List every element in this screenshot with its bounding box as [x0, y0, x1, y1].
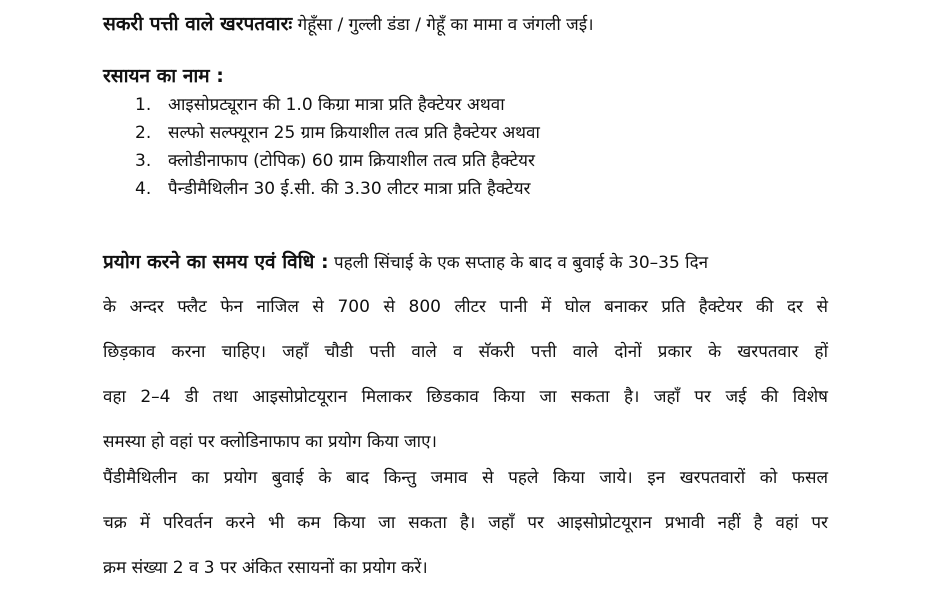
note-line-1: पैंडीमैथिलीन का प्रयोग बुवाई के बाद किन्तु जमाव से पहले किया जाये। इन खरपतवारों को फसल [103, 468, 828, 488]
method-line-5: समस्या हो वहां पर क्लोडिनाफाप का प्रयोग किया जाए। [103, 432, 437, 452]
chemical-item-number: 4. [135, 179, 152, 199]
chemical-item-number: 3. [135, 151, 152, 171]
method-line-3: छिड़काव करना चाहिए। जहाँ चौडी पत्ती वाले व सॅकरी पत्ती वाले दोनों प्रकार के खरपतवार हों [103, 342, 828, 362]
chemical-item-1 [135, 93, 505, 117]
chemical-item-text: आइसोप्रट्यूरान की 1.0 किग्रा मात्रा प्रति हैक्टेयर अथवा [168, 95, 505, 115]
chemical-item-4 [135, 177, 531, 201]
method-label: प्रयोग करने का समय एवं विधि : [103, 251, 329, 273]
chemical-item-3 [135, 149, 535, 173]
note-line-2: चक्र में परिवर्तन करने भी कम किया जा सकता है। जहाँ पर आइसोप्रोटयूरान प्रभावी नहीं है वहां पर [103, 513, 828, 533]
note-line-3: क्रम संख्या 2 व 3 पर अंकित रसायनों का प्रयोग करें। [103, 558, 428, 578]
method-line-2: के अन्दर फ्लैट फेन नाजिल से 700 से 800 लीटर पानी में घोल बनाकर प्रति हैक्टेयर की दर से [103, 297, 828, 317]
chemical-item-number: 1. [135, 95, 152, 115]
method-text-line: पहली सिंचाई के एक सप्ताह के बाद व बुवाई के 30–35 दिन [333, 253, 709, 273]
chemical-item-number: 2. [135, 123, 152, 143]
method-line-1 [103, 250, 708, 275]
chemicals-heading: रसायन का नाम : [103, 65, 224, 87]
chemical-item-text: सल्फो सल्फ्यूरान 25 ग्राम क्रियाशील तत्व प्रति हैक्टेयर अथवा [168, 123, 540, 143]
weeds-line [103, 12, 594, 37]
chemical-item-text: क्लोडीनाफाप (टोपिक) 60 ग्राम क्रियाशील तत्व प्रति हैक्टेयर [168, 151, 535, 171]
chemical-item-text: पैन्डीमैथिलीन 30 ई.सी. की 3.30 लीटर मात्रा प्रति हैक्टेयर [168, 179, 531, 199]
weeds-names: गेहूँसा / गुल्ली डंडा / गेहूँ का मामा व जंगली जई। [297, 15, 594, 35]
method-line-4: वहा 2–4 डी तथा आइसोप्रोटयूरान मिलाकर छिडकाव किया जा सकता है। जहाँ पर जई की विशेष [103, 387, 828, 407]
weeds-label: सकरी पत्ती वाले खरपतवारः [103, 13, 293, 35]
chemical-item-2 [135, 121, 540, 145]
